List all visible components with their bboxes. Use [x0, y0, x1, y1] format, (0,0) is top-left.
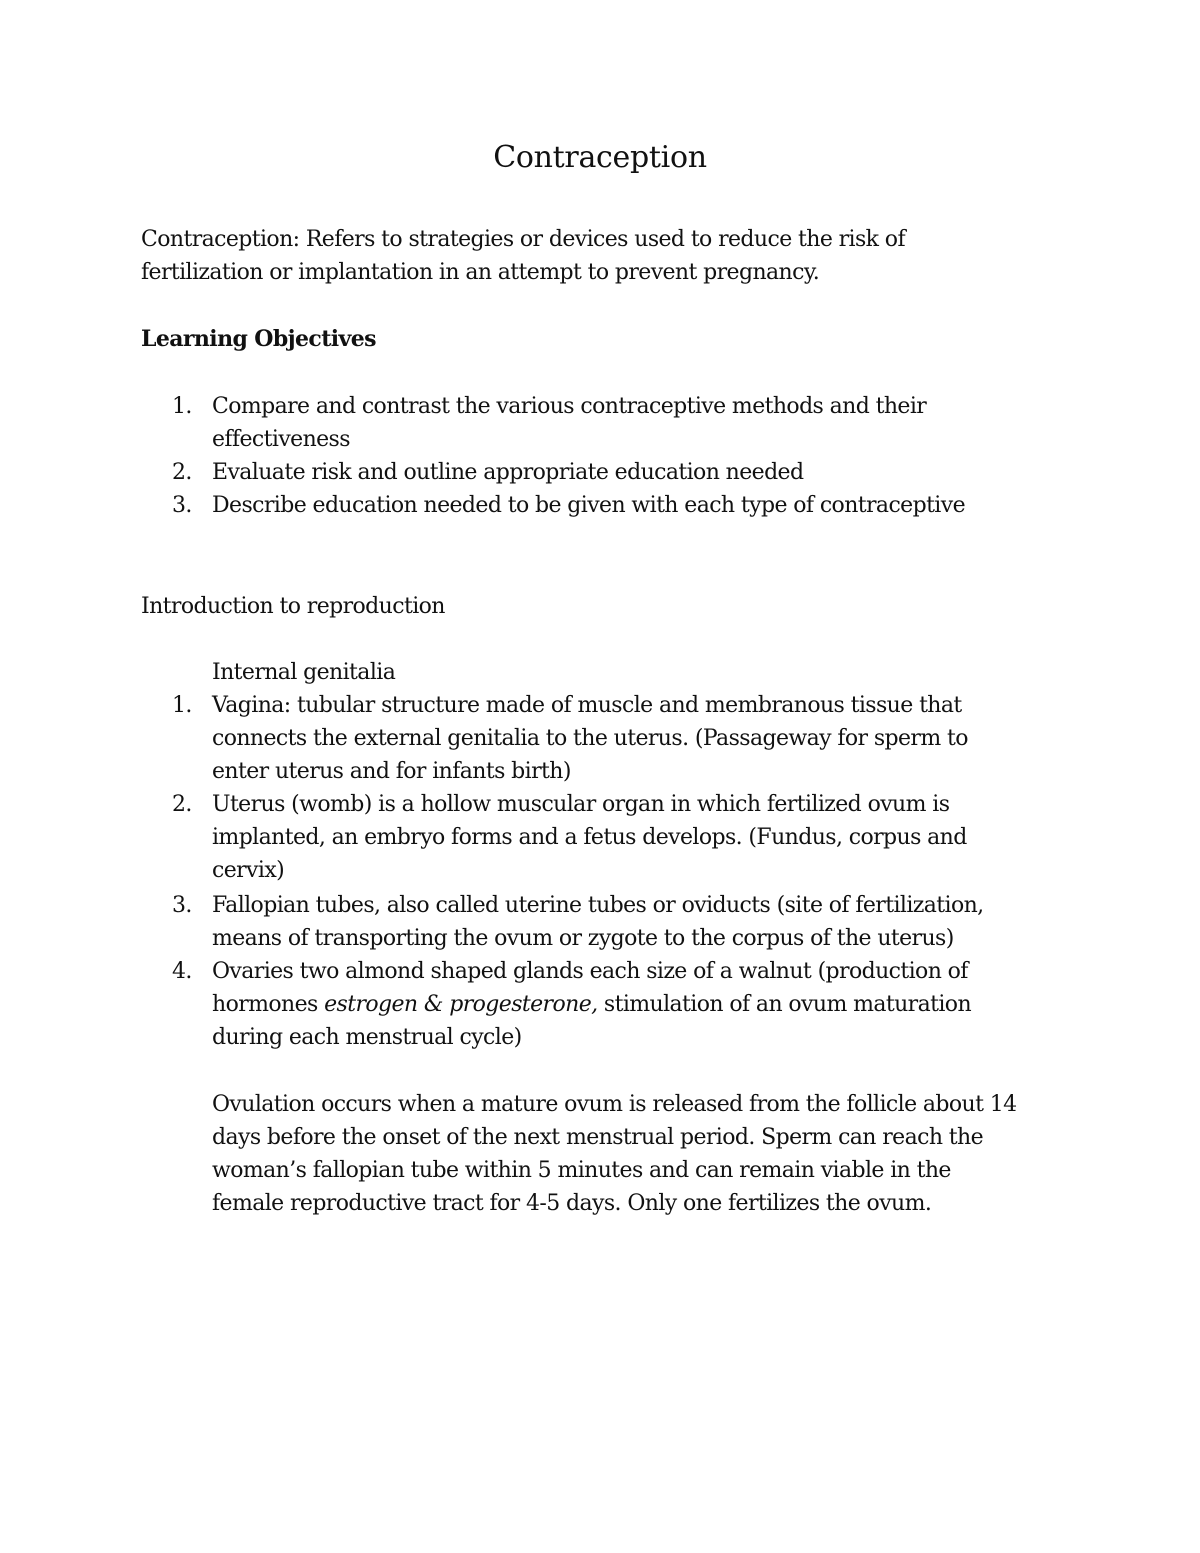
genitalia-item-vagina — [212, 689, 1092, 788]
objective-item — [212, 390, 1092, 456]
genitalia-text-line: Vagina: tubular structure made of muscle and membranous tissue that — [212, 693, 962, 718]
objective-text-line: Evaluate risk and outline appropriate education needed — [212, 460, 804, 485]
objective-text-line: Compare and contrast the various contraceptive methods and their — [212, 394, 927, 419]
genitalia-text-line: connects the external genitalia to the uterus. (Passageway for sperm to — [212, 726, 968, 751]
objective-item — [212, 489, 1092, 522]
genitalia-text-line: during each menstrual cycle) — [212, 1025, 522, 1050]
hormones-prefix: hormones — [212, 992, 325, 1017]
hormones-suffix: stimulation of an ovum maturation — [597, 992, 972, 1017]
objective-number: 2. — [172, 460, 192, 485]
ovulation-text-line: Ovulation occurs when a mature ovum is released from the follicle about 14 — [212, 1092, 1017, 1117]
ovulation-text-line: woman’s fallopian tube within 5 minutes and can remain viable in the — [212, 1158, 951, 1183]
genitalia-text-line: Uterus (womb) is a hollow muscular organ in which fertilized ovum is — [212, 792, 950, 817]
objective-text-line: Describe education needed to be given with each type of contraceptive — [212, 493, 965, 518]
ovulation-text-line: days before the onset of the next menstrual period. Sperm can reach the — [212, 1125, 984, 1150]
objective-number: 3. — [172, 493, 192, 518]
genitalia-number: 3. — [172, 893, 192, 918]
genitalia-item-fallopian-tubes — [212, 889, 1092, 955]
internal-genitalia-subheading: Internal genitalia — [212, 660, 396, 685]
genitalia-text-line: enter uterus and for infants birth) — [212, 759, 571, 784]
genitalia-item-ovaries — [212, 955, 1092, 1054]
page-title: Contraception — [493, 140, 707, 175]
genitalia-number: 1. — [172, 693, 192, 718]
hormones-italic: estrogen & progesterone, — [324, 992, 598, 1017]
genitalia-text-line: cervix) — [212, 858, 285, 883]
genitalia-text-line-hormones — [212, 988, 1092, 1021]
genitalia-text-line: implanted, an embryo forms and a fetus develops. (Fundus, corpus and — [212, 825, 967, 850]
reproduction-heading: Introduction to reproduction — [141, 594, 445, 619]
genitalia-item-uterus — [212, 788, 1092, 887]
objective-item — [212, 456, 1092, 489]
objective-text-line: effectiveness — [212, 427, 350, 452]
ovulation-text-line: female reproductive tract for 4-5 days. Only one fertilizes the ovum. — [212, 1191, 932, 1216]
genitalia-number: 2. — [172, 792, 192, 817]
genitalia-text-line: means of transporting the ovum or zygote to the corpus of the uterus) — [212, 926, 954, 951]
genitalia-text-line: Fallopian tubes, also called uterine tubes or oviducts (site of fertilization, — [212, 893, 984, 918]
objective-number: 1. — [172, 394, 192, 419]
definition-line-1: Contraception: Refers to strategies or devices used to reduce the risk of — [141, 227, 905, 252]
ovulation-paragraph — [212, 1088, 1092, 1220]
genitalia-number: 4. — [172, 959, 192, 984]
learning-objectives-heading: Learning Objectives — [141, 326, 376, 352]
definition-line-2: fertilization or implantation in an attempt to prevent pregnancy. — [141, 260, 820, 285]
genitalia-text-line: Ovaries two almond shaped glands each size of a walnut (production of — [212, 959, 968, 984]
